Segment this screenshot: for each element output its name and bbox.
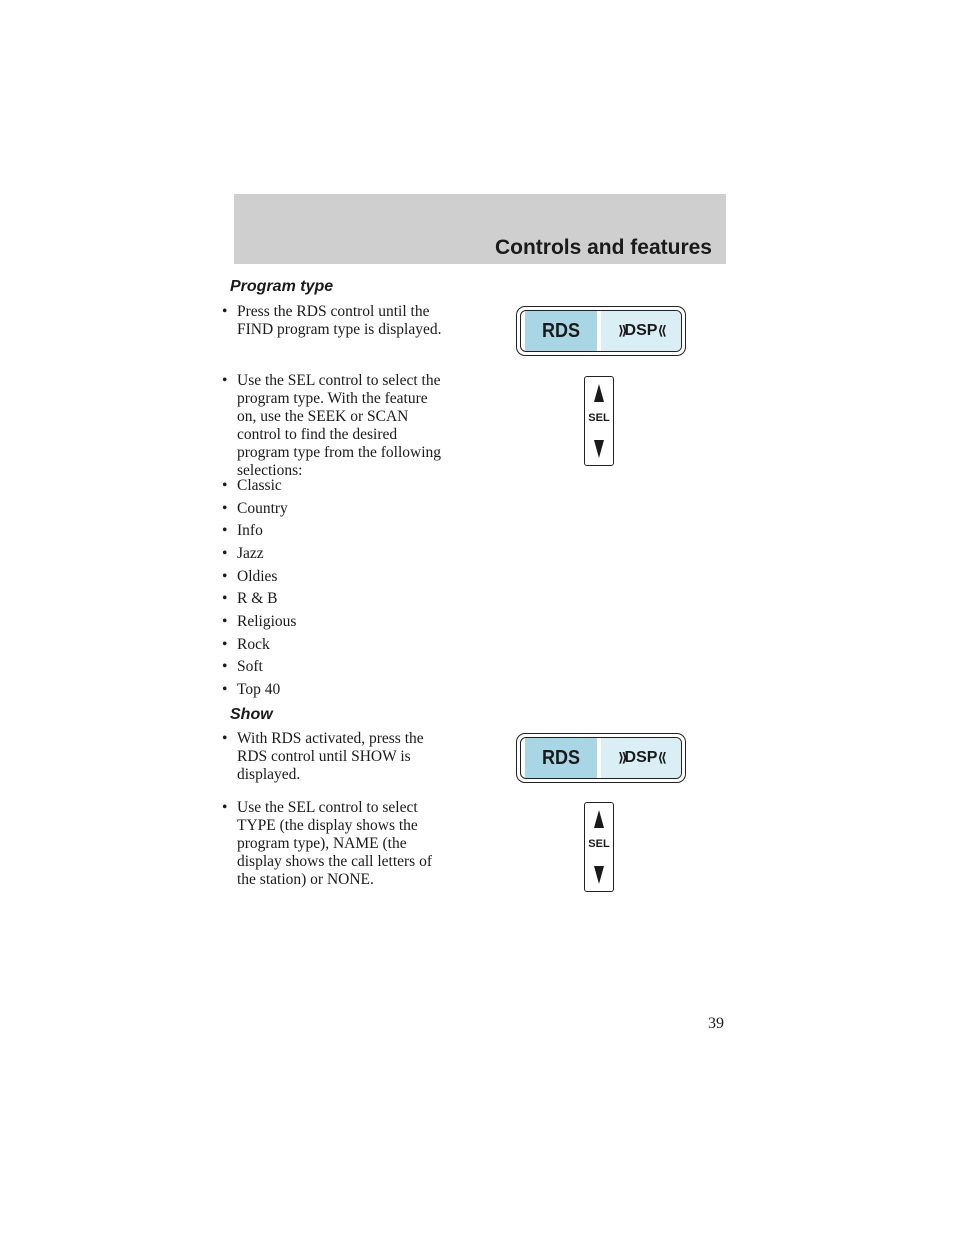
- list-item: • Jazz: [222, 545, 264, 562]
- text-line: on, use the SEEK or SCAN: [237, 408, 409, 425]
- paragraph-use-sel: [222, 372, 482, 480]
- bullet: •: [222, 613, 228, 630]
- list-item: • Info: [222, 522, 263, 539]
- text-line: RDS control until SHOW is: [237, 748, 411, 765]
- heading-show: Show: [230, 706, 273, 723]
- paragraph-use-sel-show: [222, 799, 482, 889]
- text-line: display shows the call letters of: [237, 853, 432, 870]
- list-item: • Oldies: [222, 568, 278, 585]
- dsp-label-area: [601, 311, 681, 351]
- sel-label: SEL: [588, 412, 610, 424]
- list-item: • Soft: [222, 658, 263, 675]
- paragraph-press-rds: [222, 303, 482, 339]
- list-item: • Country: [222, 500, 288, 517]
- bullet: •: [222, 568, 228, 585]
- page-number: 39: [708, 1015, 724, 1032]
- bullet: •: [222, 477, 228, 494]
- arrow-up-icon: [594, 810, 604, 828]
- dsp-label: DSP: [624, 749, 658, 766]
- chevron-right-icon: ⟫: [618, 323, 625, 338]
- text-line: TYPE (the display shows the: [237, 817, 418, 834]
- text-line: program type), NAME (the: [237, 835, 407, 852]
- sel-control-illustration: [584, 802, 614, 892]
- dsp-label: DSP: [624, 322, 658, 339]
- chevron-left-icon: ⟪: [657, 750, 664, 765]
- bullet: •: [222, 681, 228, 698]
- text-line: With RDS activated, press the: [237, 730, 424, 747]
- text-line: Use the SEL control to select the: [237, 372, 441, 389]
- section-title: Controls and features: [494, 236, 712, 259]
- text-line: displayed.: [237, 766, 301, 783]
- arrow-down-icon: [594, 440, 604, 458]
- bullet: •: [222, 522, 228, 539]
- rds-dsp-button-illustration: [516, 306, 686, 356]
- text-line: Use the SEL control to select: [237, 799, 418, 816]
- rds-label: RDS: [525, 738, 597, 778]
- text-line: Press the RDS control until the: [237, 303, 430, 320]
- list-item: • Classic: [222, 477, 282, 494]
- list-item: • Religious: [222, 613, 297, 630]
- list-item: • R & B: [222, 590, 278, 607]
- arrow-down-icon: [594, 866, 604, 884]
- text-line: the station) or NONE.: [237, 871, 374, 888]
- text-line: FIND program type is displayed.: [237, 321, 442, 338]
- text-line: program type from the following: [237, 444, 442, 461]
- bullet: •: [222, 730, 228, 747]
- paragraph-rds-activated: [222, 730, 482, 784]
- text-line: control to find the desired: [237, 426, 398, 443]
- section-header-band: [234, 194, 726, 264]
- sel-control-illustration: [584, 376, 614, 466]
- bullet: •: [222, 303, 228, 320]
- dsp-label-area: [601, 738, 681, 778]
- text-line: selections:: [237, 462, 303, 479]
- list-item: • Rock: [222, 636, 270, 653]
- arrow-up-icon: [594, 384, 604, 402]
- bullet: •: [222, 372, 228, 389]
- bullet: •: [222, 799, 228, 816]
- list-item: • Top 40: [222, 681, 281, 698]
- text-line: program type. With the feature: [237, 390, 428, 407]
- bullet: •: [222, 545, 228, 562]
- sel-label: SEL: [588, 838, 610, 850]
- chevron-left-icon: ⟪: [657, 323, 664, 338]
- bullet: •: [222, 590, 228, 607]
- rds-dsp-button-illustration: [516, 733, 686, 783]
- bullet: •: [222, 636, 228, 653]
- chevron-right-icon: ⟫: [618, 750, 625, 765]
- bullet: •: [222, 500, 228, 517]
- heading-program-type: Program type: [230, 278, 334, 295]
- bullet: •: [222, 658, 228, 675]
- rds-label: RDS: [525, 311, 597, 351]
